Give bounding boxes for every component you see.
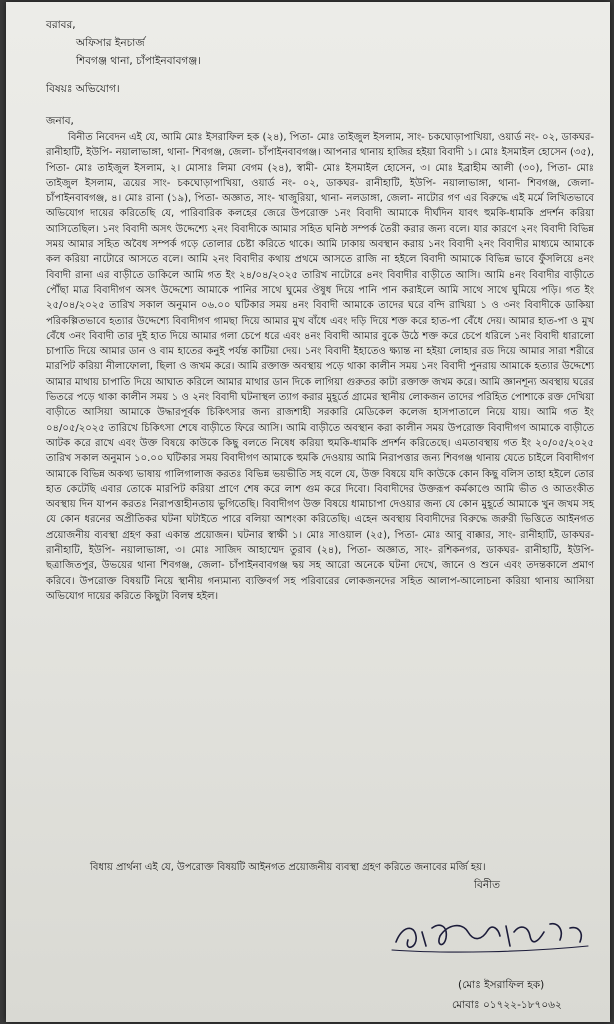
address-to: বরাবর, xyxy=(46,19,76,31)
complaint-letter xyxy=(6,2,610,1022)
closing-word: বিনীত xyxy=(474,879,500,891)
recipient-station: শিবগঞ্জ থানা, চাঁপাইনবাবগঞ্জ। xyxy=(76,55,202,67)
recipient-title: অফিসার ইনচার্জ xyxy=(76,37,145,49)
sender-name: (মোঃ ইসরাফিল হক) xyxy=(458,979,545,991)
handwritten-signature xyxy=(388,902,598,962)
prayer-line: বিধায় প্রার্থনা এই যে, উপরোক্ত বিষয়টি আইনগত প্রয়োজনীয় ব্যবস্থা গ্রহণ করিতে জনাবের মর্জি হয়। xyxy=(90,862,486,873)
letter-body xyxy=(46,130,594,604)
body-paragraph: বিনীত নিবেদন এই যে, আমি মোঃ ইসরাফিল হক (২৪), পিতা- মোঃ তাইজুল ইসলাম, সাং- চকঘোড়াপাখিয়া, ওয়ার্ড নং- ০২, ডাকঘর- রানীহাটি, ইউপি- নয়ালাভাঙ্গা, থানা- শিবগঞ্জ, জেলা- চাঁপাইনবাবগঞ্জ। আপনার থানায় হাজির হইয়া বিবাদী ১। মোঃ ইসমাইল হোসেন (৩৫), পিতা- মোঃ তাইজুল ইসলাম, ২। মোসাঃ লিমা বেগম (২৪), স্বামী- মোঃ ইসমাইল হোসেন, ৩। মোঃ ইব্রাহীম আলী (৩০), পিতা- মোঃ তাইজুল ইসলাম, ত্রয়ের সাং- চকঘোড়াপাখিয়া, ওয়ার্ড নং- ০২, ডাকঘর- রানীহাটি, ইউপি- নয়ালাভাঙ্গা, থানা- শিবগঞ্জ, জেলা- চাঁপাইনবাবগঞ্জ, ৪। মোঃ রানা (১৯), পিতা- অজ্ঞাত, সাং- খাজুরিয়া, থানা- নলডাঙ্গা, জেলা- নাটোর গণ এর বিরুদ্ধে এই মর্মে লিখিতভাবে অভিযোগ দায়ের করিতেছি যে, পারিবারিক কলহের জেরে উপরোক্ত ১নং বিবাদী আমাকে দীর্ঘদিন যাবৎ হুমকি-ধামকি প্রদর্শন করিয়া আসিতেছিল। ১নং বিবাদী অসৎ উদ্দেশ্যে ২নং বিবাদীকে আমার সহিত ঘনিষ্ঠ সম্পর্ক তৈরী করার জন্য বলে। যার কারণে ২নং বিবাদী বিভিন্ন সময় আমার সহিত অবৈধ সম্পর্ক গড়ে তোলার চেষ্টা করিতে থাকে। আমি ঢাকায় অবস্থান করায় ১নং বিবাদী ২নং বিবাদীর মাধ্যমে আমাকে কল করিয়া নাটোরে আসতে বলে। আমি ২নং বিবাদীর কথায় প্রথমে আসতে রাজি না হইলে বিবাদী আমাকে বিভিন্ন ভাবে ফুঁসলিয়ে ৪নং বিবাদী রানা এর বাড়ীতে ডাকিলে আমি গত ইং ২৪/০৪/২০২৫ তারিখ নাটোরে ৪নং বিবাদীর বাড়ীতে আসি। আমি ৪নং বিবাদীর বাড়ীতে পৌঁছা মাত্র বিবাদীগণ অসৎ উদ্দেশ্যে আমাকে পানির সাথে ঘুমের ঔষুধ দিয়ে পানি পান করাইলে আমি সাথে সাথে ঘুমিয়ে পড়ি। গত ইং ২৫/০৪/২০২৫ তারিখ সকাল অনুমান ০৬.০০ ঘটিকার সময় ৪নং বিবাদী আমাকে তাদের ঘরে বন্দি রাখিয়া ১ ও ৩নং বিবাদীকে ডাকিয়া পরিকল্পিতভাবে হত্যার উদ্দেশ্যে বিবাদীগণ গামছা দিয়ে আমার মুখ বাঁধে এবং দড়ি দিয়ে শক্ত করে হাত-পা বেঁধে দেয়। আমার হাত-পা ও মুখ বেঁধে ৩নং বিবাদী তার দুই হাত দিয়ে আমার গলা চেপে ধরে এবং ৪নং বিবাদী আমার বুকে উঠে শক্ত করে চেপে ধরিলে ১নং বিবাদী ধারালো চাপাতি দিয়ে আমার ডান ও বাম হাতের কনুই পর্যন্ত কাটিয়া দেয়। ১নং বিবাদী ইহাতেও ক্ষ্যান্ত না হইয়া লোহার রড দিয়ে আমার সারা শরীরে মারপিট করিয়া নীলাফোলা, ছিলা ও জখম করে। আমি রক্তাক্ত অবস্থায় পড়ে থাকা কালীন সময় ১নং বিবাদী পুনরায় আমাকে হত্যার উদ্দেশ্যে আমার মাথায় চাপাতি দিয়ে আঘাত করিলে আমার মাথার ডান দিকে লাগিয়া গুরুতর কাটা রক্তাক্ত জখম করে। আমি জ্ঞানশূন্য অবস্থায় ঘরের ভিতরে পড়ে থাকা কালীন সময় ১ ও ২নং বিবাদী ঘটনাস্থল ত্যাগ করার মুহূর্তে গ্রামের স্থানীয় লোকজন তাদের পরিহিত পোশাকে রক্ত দেখিয়া বাড়ীতে আসিয়া আমাকে উদ্ধারপূর্বক চিকিৎসার জন্য রাজশাহী সরকারি মেডিকেল কলেজ হাসপাতালে নিয়ে যায়। আমি গত ইং ০৪/০৫/২০২৫ তারিখে চিকিৎসা শেষে বাড়ীতে ফিরে আসি। আমি বাড়ীতে অবস্থান করা কালীন সময় উপরোক্ত বিবাদীগণ আমাকে বাড়ীতে আটক করে রাখে এবং উক্ত বিষয়ে কাউকে কিছু বলতে নিষেধ করিয়া হুমকি-ধামকি প্রদর্শন করিতেছে। এমতাবস্থায় গত ইং ২০/০৫/২০২৫ তারিখ সকাল অনুমান ১০.০০ ঘটিকার সময় বিবাদীগণ আমাকে হুমকি দেওয়ায় আমি নিরাপত্তার জন্য শিবগঞ্জ থানায় যেতে চাইলে বিবাদীগণ আমাকে বিভিন্ন অকথ্য ভাষায় গালিগালাজ করতঃ বিভিন্ন ভয়ভীতি সহ বলে যে, উক্ত বিষয়ে যদি কাউকে কোন কিছু বলিস তাহা হইলে তোর হাত কেটেছি এবার তোকে মারপিট করিয়া প্রাণে শেষ করে লাশ গুম করে দিবো। বিবাদীদের উক্তরূপ কর্মকাণ্ডে আমি ভীত ও আতংকীত অবস্থায় দিন যাপন করতঃ নিরাপত্তাহীনতায় ভুগিতেছি। বিবাদীগণ উক্ত বিষয়ে ধামাচাপা দেওয়ার জন্য যে কোন মুহূর্তে আমাকে খুন জখম সহ যে কোন ধরনের অপ্রীতিকর ঘটনা ঘটাইতে পারে বলিয়া আশংকা করিতেছি। এহেন অবস্থায় বিবাদীদের বিরুদ্ধে জরুরী ভিত্তিতে আইনগত প্রয়োজনীয় ব্যবস্থা গ্রহণ করা একান্ত প্রয়োজন। ঘটনার স্বাক্ষী ১। মোঃ সাওয়াল (২৫), পিতা- মোঃ আবু বাক্কার, সাং- রানীহাটি, ডাকঘর- রানীহাটি, ইউপি- নয়ালাভাঙ্গা, ৩। মোঃ সাজিদ আহাম্মেদ তুরাব (২৪), পিতা- অজ্ঞাত, সাং- রশিকনগর, ডাকঘর- রানীহাটি, ইউপি- ছত্রাজিতপুর, উভয়ের থানা শিবগঞ্জ, জেলা- চাঁপাইনবাবগঞ্জ দ্বয় সহ আরো অনেকে ঘটনা দেখে, জানে ও শুনে এবং তদন্তকালে প্রমাণ করিবে। উপরোক্ত বিষয়টি নিয়ে স্থানীয় গন্যমান্য ব্যক্তিবর্গ সহ পরিবারের লোকজনদের সহিত আলাপ-আলোচনা করিয়া থানায় আসিয়া অভিযোগ দায়ের করিতে কিছুটা বিলম্ব হইল। xyxy=(46,132,594,602)
subject-line: বিষয়ঃ অভিযোগ। xyxy=(46,83,120,95)
salutation: জনাব, xyxy=(46,115,74,127)
sender-mobile: মোবাঃ ০১৭২২-১৮৭০৬২ xyxy=(452,999,562,1011)
